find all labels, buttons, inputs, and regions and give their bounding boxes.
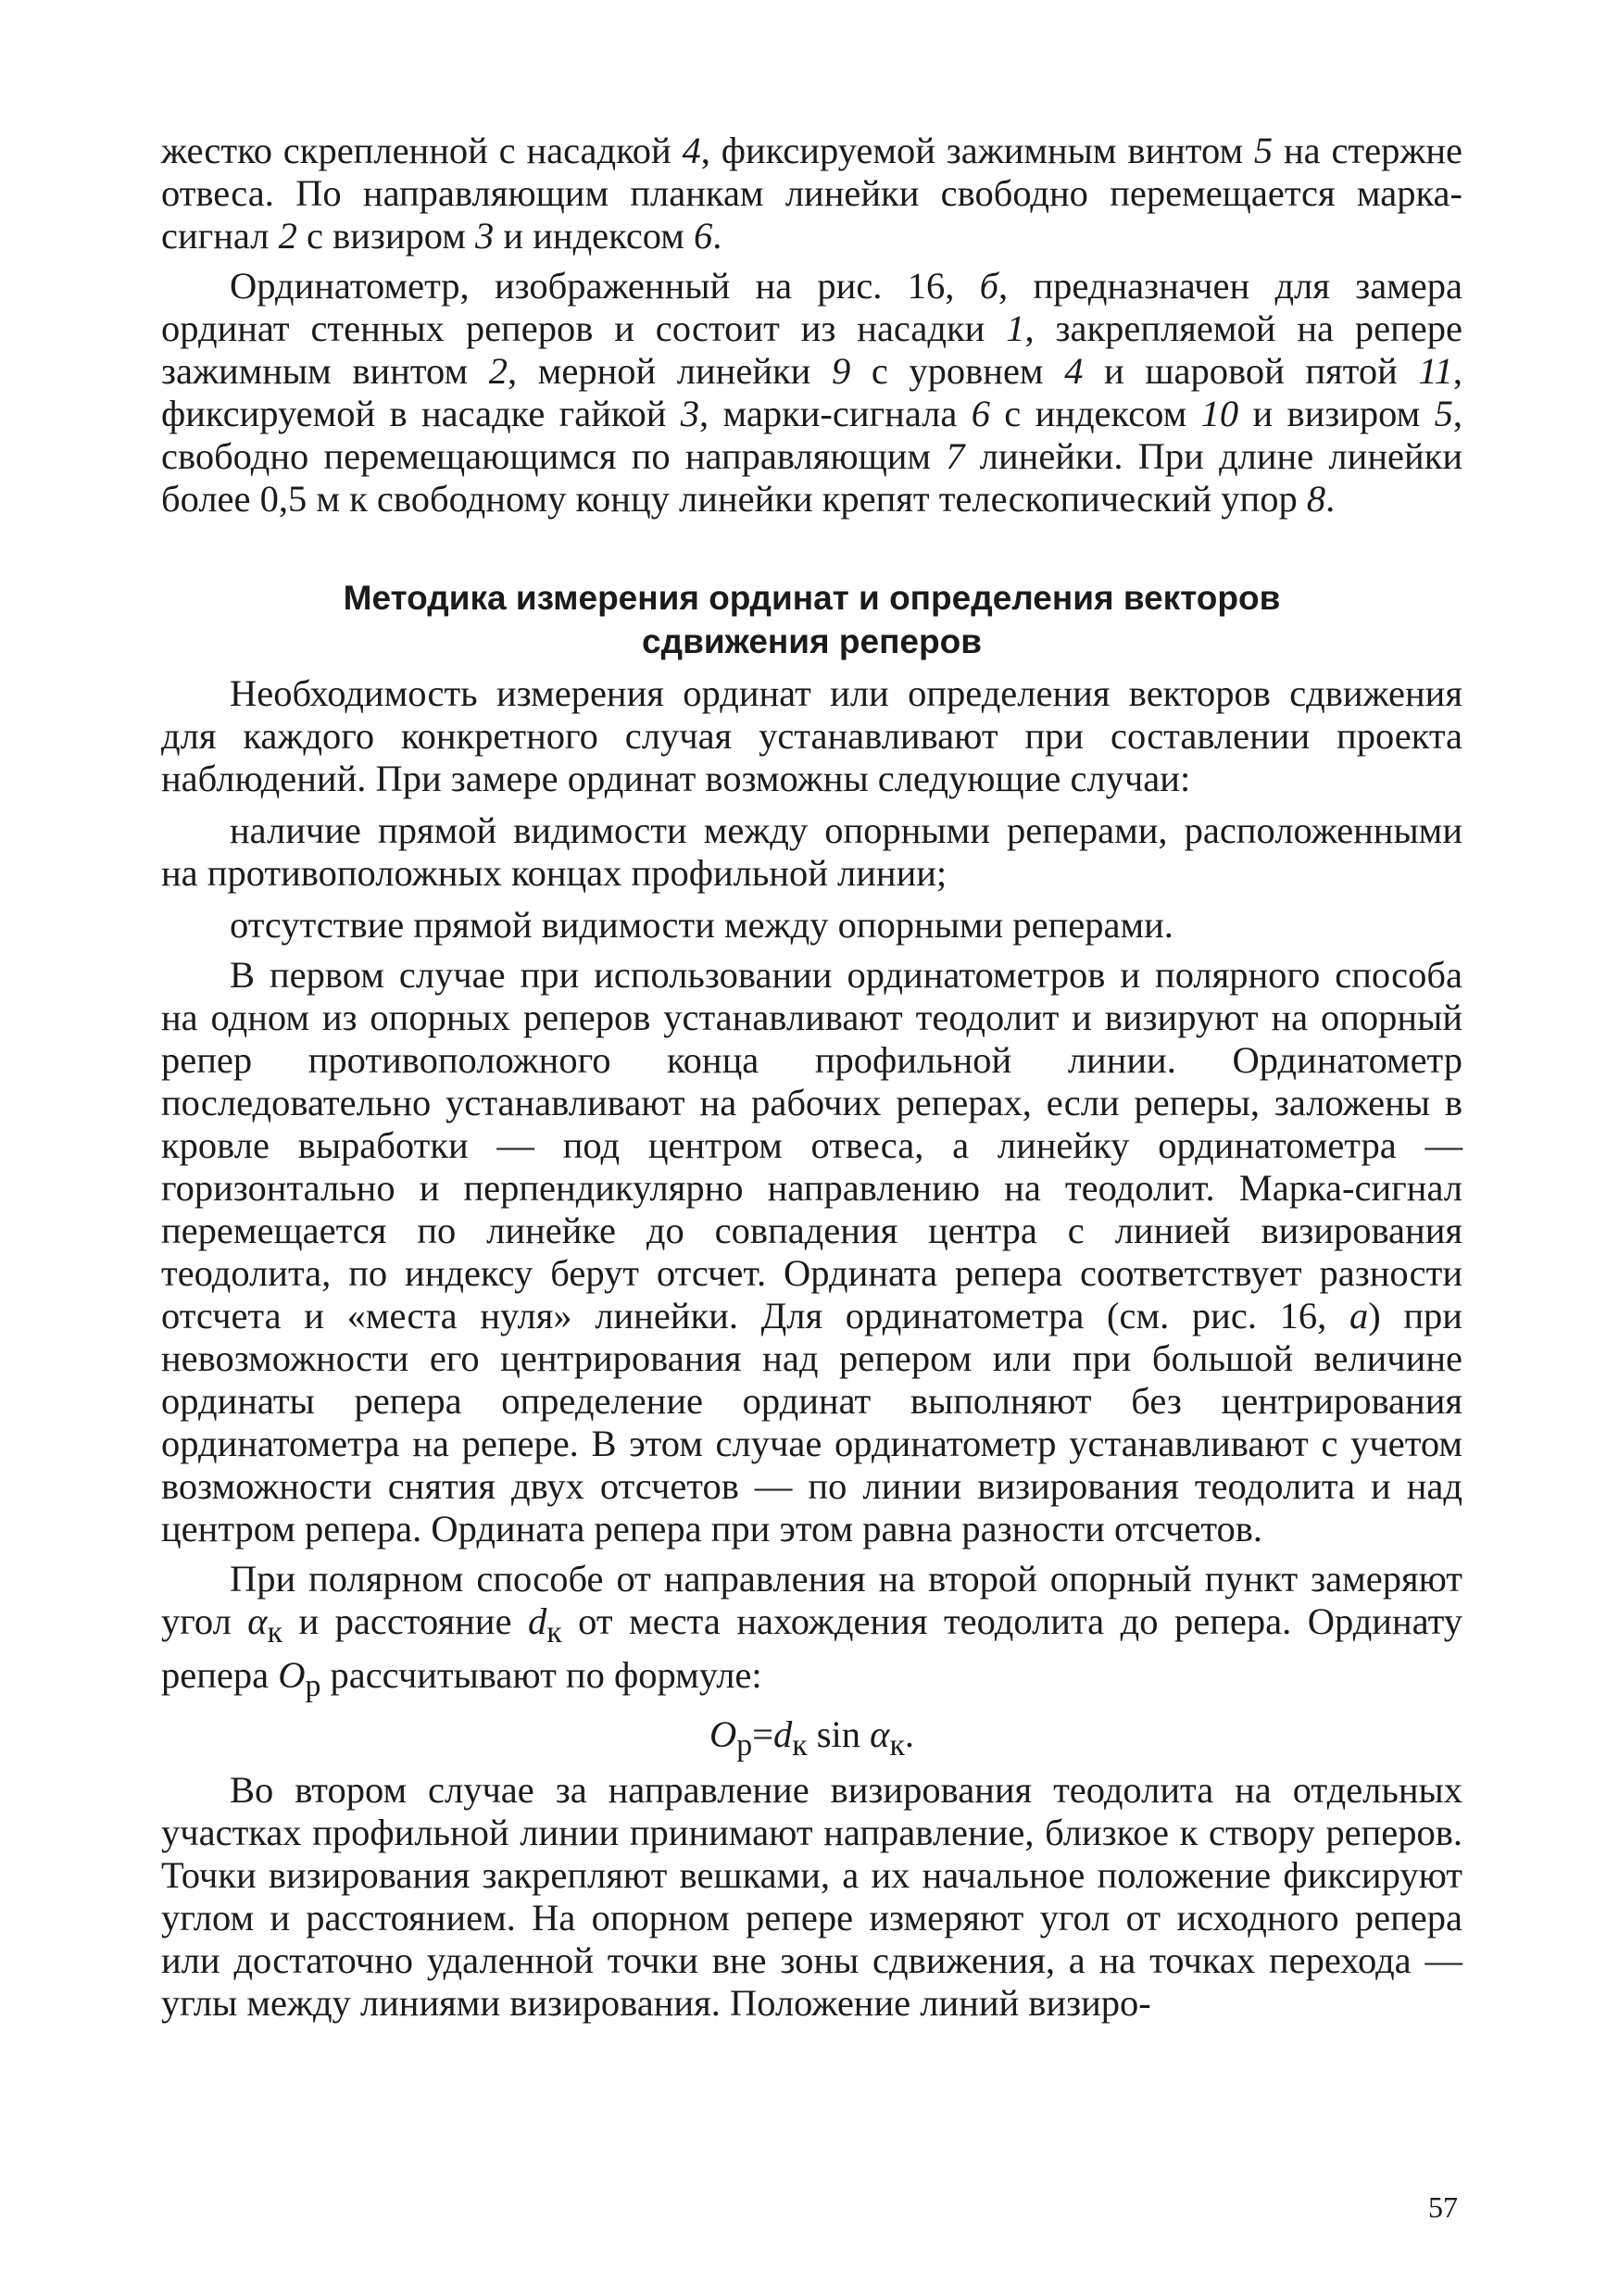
body-text: [161, 130, 1462, 2025]
paragraph-polar-method: При полярном способе от направления на второй опорный пункт замеряют угол $\alpha_к$ и расстояние $d_к$ от места нахождения теодолита до репера. Ординату репера $O_р$ рассчитывают по формуле:: [161, 1558, 1463, 1704]
paragraph-first-case: В первом случае при использовании ординатометров и полярного способа на одном из опорных реперов устанавливают теодолит и визируют на опорный репер противоположного конца профильной линии. Ординатометр последовательно устанавливают на рабочих реперах, если реперы, заложены в кровле выработки — под центром отвеса, а линейку ординатометра — горизонтально и перпендикулярно направлению на теодолит. Марка-сигнал перемещается по линейке до совпадения центра с линией визирования теодолита, по индексу берут отсчет. Ордината репера соответствует разности отсчета и «места нуля» линейки. Для ординатометра (см. рис. 16, а) при невозможности его центрирования над репером или при большой величине ординаты репера определение ординат выполняют без центрирования ординатометра на репере. В этом случае ординатометр устанавливают с учетом возможности снятия двух отсчетов — по линии визирования теодолита и над центром репера. Ордината репера при этом равна разности отсчетов.: [161, 954, 1462, 1549]
section-title: Методика измерения ординат и определения векторов сдвижения реперов: [343, 579, 1281, 660]
paragraph-ordinatometer-description: Ординатометр, изображенный на рис. 16, б, предназначен для замера ординат стенных реперов и состоит из насадки 1, закрепляемой на репере зажимным винтом 2, мерной линейки 9 с уровнем 4 и шаровой пятой 11, фиксируемой в насадке гайкой 3, марки-сигнала 6 с индексом 10 и визиром 5, свободно перемещающимся по направляющим 7 линейки. При длине линейки более 0,5 м к свободному концу линейки крепят телескопический упор 8.: [161, 265, 1463, 520]
list-item-case-1: наличие прямой видимости между опорными реперами, расположенными на противоположных концах профильной линии;: [161, 809, 1462, 894]
page-number: 57: [1428, 2190, 1458, 2224]
list-item-case-2: отсутствие прямой видимости между опорными реперами.: [230, 904, 1173, 946]
paragraph-intro: Необходимость измерения ординат или определения векторов сдвижения для каждого конкретного случая устанавливают при составлении проекта наблюдений. При замере ординат возможны следующие случаи:: [161, 672, 1462, 799]
formula-ordinate: $O_р=d_к$ $\sin \alpha_к$.: [709, 1713, 914, 1763]
paragraph-second-case: Во втором случае за направление визирования теодолита на отдельных участках профильной линии принимают направление, близкое к створу реперов. Точки визирования закрепляют вешками, а их начальное положение фиксируют углом и расстоянием. На опорном репере измеряют угол от исходного репера или достаточно удаленной точки вне зоны сдвижения, а на точках перехода — углы между линиями визирования. Положение линий визиро-: [161, 1769, 1462, 2025]
paragraph-continuation: жестко скрепленной с насадкой 4, фиксируемой зажимным винтом 5 на стержне отвеса. По направляющим планкам линейки свободно перемещается марка-сигнал 2 с визиром 3 и индексом 6.: [161, 130, 1462, 257]
